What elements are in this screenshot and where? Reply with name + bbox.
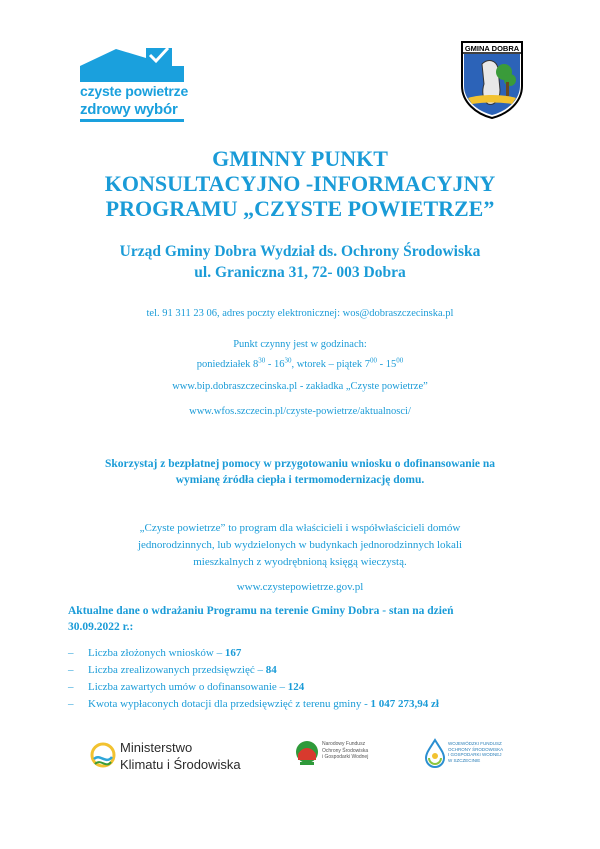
wfos-line-4: W SZCZECINIE xyxy=(448,757,481,763)
hours-line xyxy=(0,358,600,372)
stat-value: 167 xyxy=(224,647,242,659)
program-website-link[interactable]: www.czystepowietrze.gov.pl xyxy=(236,581,364,593)
nfos-line-2: Ochrony Środowiska xyxy=(322,747,369,754)
stat-label: Kwota wypłaconych dotacji dla przedsięwzięć z terenu gminy - xyxy=(88,698,371,710)
ministry-line-2: Klimatu i Środowiska xyxy=(120,757,241,772)
ministry-logo xyxy=(90,737,270,777)
hours-rest-dash: - 15 xyxy=(376,359,397,370)
list-item: – Liczba zrealizowanych przedsięwzięć – 84 xyxy=(68,664,277,676)
czyste-powietrze-logo xyxy=(76,44,192,124)
hours-rest-from-sup: 00 xyxy=(369,356,377,365)
stat-label: Liczba zawartych umów o dofinansowanie – xyxy=(88,681,288,693)
stat-value: 84 xyxy=(265,664,277,676)
hours-mon-dash: - 16 xyxy=(265,359,285,370)
title-line-3: PROGRAMU „CZYSTE POWIETRZE” xyxy=(105,196,495,221)
hours-rest-label: , wtorek – piątek 7 xyxy=(291,359,370,370)
title-line-2: KONSULTACYJNO -INFORMACYJNY xyxy=(104,171,496,196)
hours-mon-to-sup: 30 xyxy=(284,356,292,365)
nfos-line-1: Narodowy Fundusz xyxy=(322,741,366,747)
hours-mon-from-sup: 30 xyxy=(258,356,266,365)
logo-underline xyxy=(80,119,184,122)
bip-link[interactable]: www.bip.dobraszczecinska.pl - zakładka „Czyste powietrze” xyxy=(172,381,428,392)
help-line-2: wymianę źródła ciepła i termomodernizację domu. xyxy=(175,474,425,486)
wfos-line-2: OCHRONY ŚRODOWISKA xyxy=(448,746,504,752)
wfos-line-1: WOJEWÓDZKI FUNDUSZ xyxy=(448,741,502,746)
stat-value: 1 047 273,94 zł xyxy=(370,698,439,710)
wfos-line-3: I GOSPODARKI WODNEJ xyxy=(448,752,502,757)
stat-label: Liczba złożonych wniosków – xyxy=(88,647,225,659)
program-desc-line-1: „Czyste powietrze” to program dla właścicieli i współwłaścicieli domów xyxy=(139,522,461,534)
coat-of-arms-label: GMINA DOBRA xyxy=(464,44,520,53)
ministry-emblem-icon xyxy=(90,739,116,775)
ministry-line-1: Ministerstwo xyxy=(120,740,193,755)
list-item: – Liczba zawartych umów o dofinansowanie – 124 xyxy=(68,681,305,693)
stat-value: 124 xyxy=(287,681,305,693)
help-line-1: Skorzystaj z bezpłatnej pomocy w przygotowaniu wniosku o dofinansowanie na xyxy=(104,458,496,470)
status-line-1: Aktualne dane o wdrażaniu Programu na terenie Gminy Dobra - stan na dzień xyxy=(68,605,454,617)
program-desc-line-2: jednorodzinnych, lub wydzielonych w budynkach jednorodzinnych lokali xyxy=(137,539,463,551)
contact-info: tel. 91 311 23 06, adres poczty elektronicznej: wos@dobraszczecinska.pl xyxy=(146,308,454,319)
house-roof-icon xyxy=(76,44,192,84)
stats-list xyxy=(68,645,548,713)
wfos-link[interactable]: www.wfos.szczecin.pl/czyste-powietrze/aktualnosci/ xyxy=(189,406,411,417)
office-address: ul. Graniczna 31, 72- 003 Dobra xyxy=(194,264,406,281)
list-item: – Kwota wypłaconych dotacji dla przedsięwzięć z terenu gminy - 1 047 273,94 zł xyxy=(68,698,439,710)
logo-text-line2: zdrowy wybór xyxy=(80,101,178,118)
nfos-line-3: i Gospodarki Wodnej xyxy=(322,754,369,760)
list-item: – Liczba złożonych wniosków – 167 xyxy=(68,647,242,659)
gmina-dobra-coat-of-arms xyxy=(460,40,524,120)
title-line-1: GMINNY PUNKT xyxy=(212,146,388,171)
logo-text-line1: czyste powietrze xyxy=(80,83,189,99)
water-drop-icon xyxy=(424,738,446,768)
nfosigw-emblem-icon xyxy=(294,738,320,768)
stat-label: Liczba zrealizowanych przedsięwzięć – xyxy=(88,664,266,676)
office-name: Urząd Gminy Dobra Wydział ds. Ochrony Środowiska xyxy=(119,243,481,260)
wfosigw-logo xyxy=(424,738,534,774)
hours-intro: Punkt czynny jest w godzinach: xyxy=(233,339,367,350)
hours-mon-label: poniedziałek 8 xyxy=(196,359,259,370)
nfosigw-logo xyxy=(294,738,404,774)
program-desc-line-3: mieszkalnych z wyodrębnioną księgą wieczystą. xyxy=(193,556,407,568)
status-line-2: 30.09.2022 r.: xyxy=(68,621,134,633)
hours-rest-to-sup: 00 xyxy=(396,356,404,365)
